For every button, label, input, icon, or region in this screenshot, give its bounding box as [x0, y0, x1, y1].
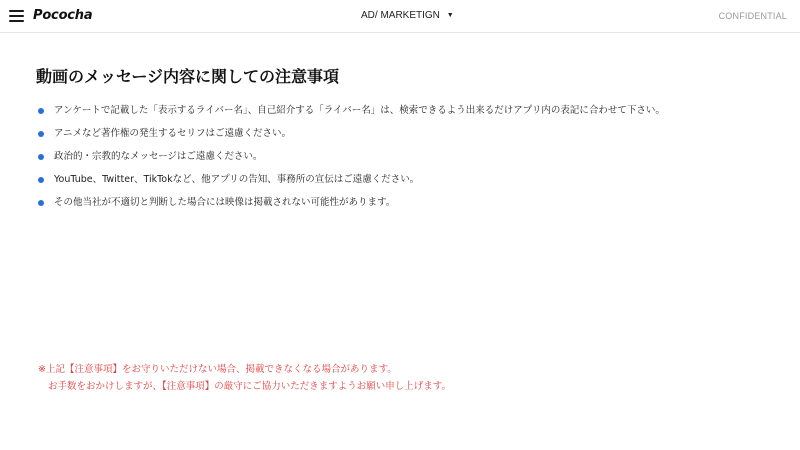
list-item [38, 127, 665, 150]
bullet-dot-icon [38, 108, 44, 114]
bullet-dot-icon [38, 154, 44, 160]
top-header [0, 0, 800, 33]
note-text: アンケートで記載した「表示するライバー名」、自己紹介する「ライバー名」は、検索できるよう出来るだけアプリ内の表記に合わせて下さい。 [54, 105, 665, 116]
warning-line-1: ※上記【注意事項】をお守りいただけない場合、掲載できなくなる場合があります。 [38, 364, 397, 375]
menu-bar-top [9, 10, 24, 12]
bullet-dot-icon [38, 177, 44, 183]
category-dropdown[interactable] [361, 10, 454, 21]
menu-bar-middle [9, 15, 24, 17]
bullet-dot-icon [38, 200, 44, 206]
menu-bar-bottom [9, 20, 24, 22]
category-dropdown-label: AD/ MARKETIGN [361, 10, 440, 21]
hamburger-menu-icon[interactable] [9, 10, 24, 23]
caret-down-icon: ▼ [446, 12, 454, 19]
list-item [38, 173, 665, 196]
warning-notice [38, 361, 451, 395]
warning-line-2: お手数をおかけしますが、【注意事項】の厳守にご協力いただきますようお願い申し上げます。 [48, 381, 451, 392]
note-text: YouTube、Twitter、TikTokなど、他アプリの告知、事務所の宣伝はご遠慮ください。 [54, 174, 420, 185]
pococha-logo[interactable]: Pococha [33, 8, 93, 23]
note-text: 政治的・宗教的なメッセージはご遠慮ください。 [54, 151, 263, 162]
notes-list [38, 104, 665, 219]
list-item [38, 104, 665, 127]
list-item [38, 150, 665, 173]
note-text: アニメなど著作権の発生するセリフはご遠慮ください。 [54, 128, 292, 139]
note-text: その他当社が不適切と判断した場合には映像は掲載されない可能性があります。 [54, 197, 396, 208]
confidential-label: CONFIDENTIAL [718, 11, 787, 21]
bullet-dot-icon [38, 131, 44, 137]
list-item [38, 196, 665, 219]
page-title: 動画のメッセージ内容に関しての注意事項 [36, 67, 340, 86]
